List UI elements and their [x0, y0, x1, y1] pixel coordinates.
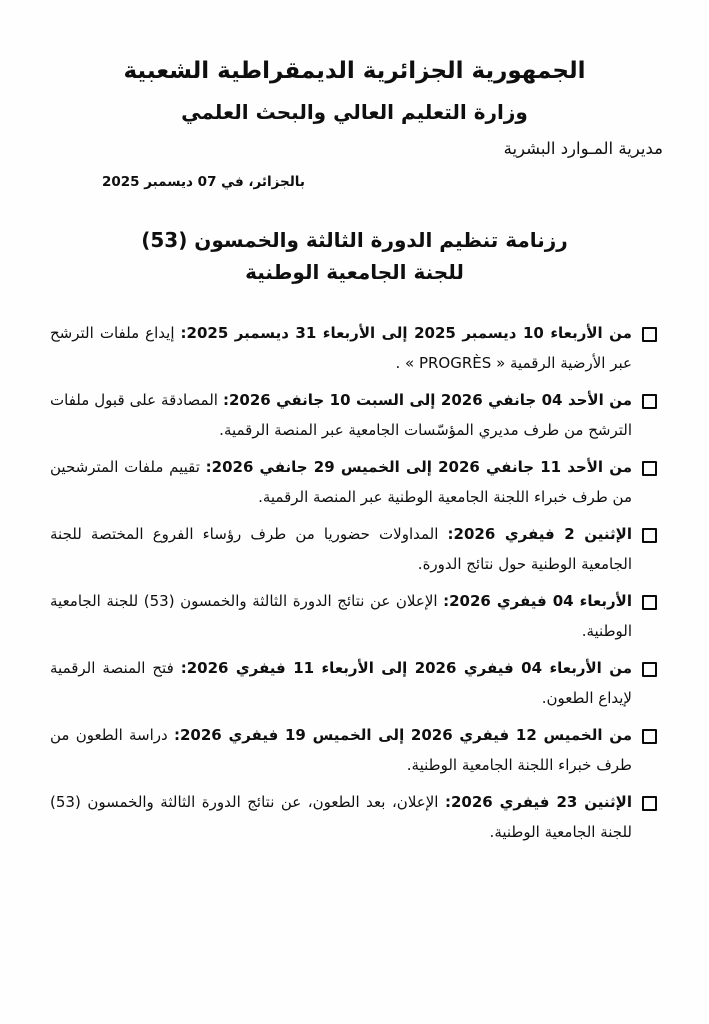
schedule-item: [50, 452, 657, 512]
document-title-line1: رزنامة تنظيم الدورة الثالثة والخمسون (53): [141, 228, 568, 252]
item-period: الإثنين 2 فيفري 2026:: [447, 525, 632, 543]
place-date-line: بالجزائر، في 07 ديسمبر 2025: [102, 174, 305, 190]
item-period: من الأربعاء 10 ديسمبر 2025 إلى الأربعاء 31 ديسمبر 2025:: [180, 324, 632, 342]
item-description: إيداع ملفات الترشح عبر الأرضية الرقمية « PROGRÈS » .: [50, 324, 632, 372]
item-period: من الأحد 11 جانفي 2026 إلى الخميس 29 جانفي 2026:: [205, 458, 632, 476]
document-title: [0, 224, 709, 288]
document-title-line2: للجنة الجامعية الوطنية: [245, 260, 464, 284]
item-period: من الأربعاء 04 فيفري 2026 إلى الأربعاء 11 فيفري 2026:: [180, 659, 633, 677]
schedule-item: [50, 586, 657, 646]
item-description: الإعلان، بعد الطعون، عن نتائج الدورة الثالثة والخمسون (53) للجنة الجامعية الوطنية.: [50, 793, 632, 841]
item-description: المصادقة على قبول ملفات الترشح من طرف مديري المؤسّسات الجامعية عبر المنصة الرقمية.: [50, 391, 632, 439]
item-description: تقييم ملفات المترشحين من طرف خبراء اللجنة الجامعية الوطنية عبر المنصة الرقمية.: [50, 458, 632, 506]
item-description: المداولات حضوريا من طرف رؤساء الفروع المختصة للجنة الجامعية الوطنية حول نتائج الدورة.: [50, 525, 632, 573]
schedule-item: [50, 318, 657, 378]
checkbox-square-icon: [642, 796, 657, 811]
checkbox-square-icon: [642, 595, 657, 610]
checkbox-square-icon: [642, 528, 657, 543]
item-period: الأربعاء 04 فيفري 2026:: [443, 592, 632, 610]
schedule-list: [50, 318, 657, 854]
schedule-item: [50, 653, 657, 713]
header-ministry-line: وزارة التعليم العالي والبحث العلمي: [181, 100, 528, 124]
item-period: من الخميس 12 فيفري 2026 إلى الخميس 19 فيفري 2026:: [173, 726, 632, 744]
checkbox-square-icon: [642, 662, 657, 677]
checkbox-square-icon: [642, 461, 657, 476]
item-period: من الأحد 04 جانفي 2026 إلى السبت 10 جانفي 2026:: [222, 391, 632, 409]
checkbox-square-icon: [642, 394, 657, 409]
checkbox-square-icon: [642, 327, 657, 342]
schedule-item: [50, 519, 657, 579]
item-description: فتح المنصة الرقمية لإيداع الطعون.: [50, 659, 632, 707]
item-description: الإعلان عن نتائج الدورة الثالثة والخمسون (53) للجنة الجامعية الوطنية.: [50, 592, 632, 640]
schedule-item: [50, 385, 657, 445]
item-description: دراسة الطعون من طرف خبراء اللجنة الجامعية الوطنية.: [50, 726, 632, 774]
directorate-line: مديرية المـوارد البشرية: [503, 139, 663, 158]
schedule-item: [50, 787, 657, 847]
checkbox-square-icon: [642, 729, 657, 744]
item-period: الإثنين 23 فيفري 2026:: [444, 793, 632, 811]
header-republic-line: الجمهورية الجزائرية الديمقراطية الشعبية: [123, 58, 586, 84]
schedule-item: [50, 720, 657, 780]
